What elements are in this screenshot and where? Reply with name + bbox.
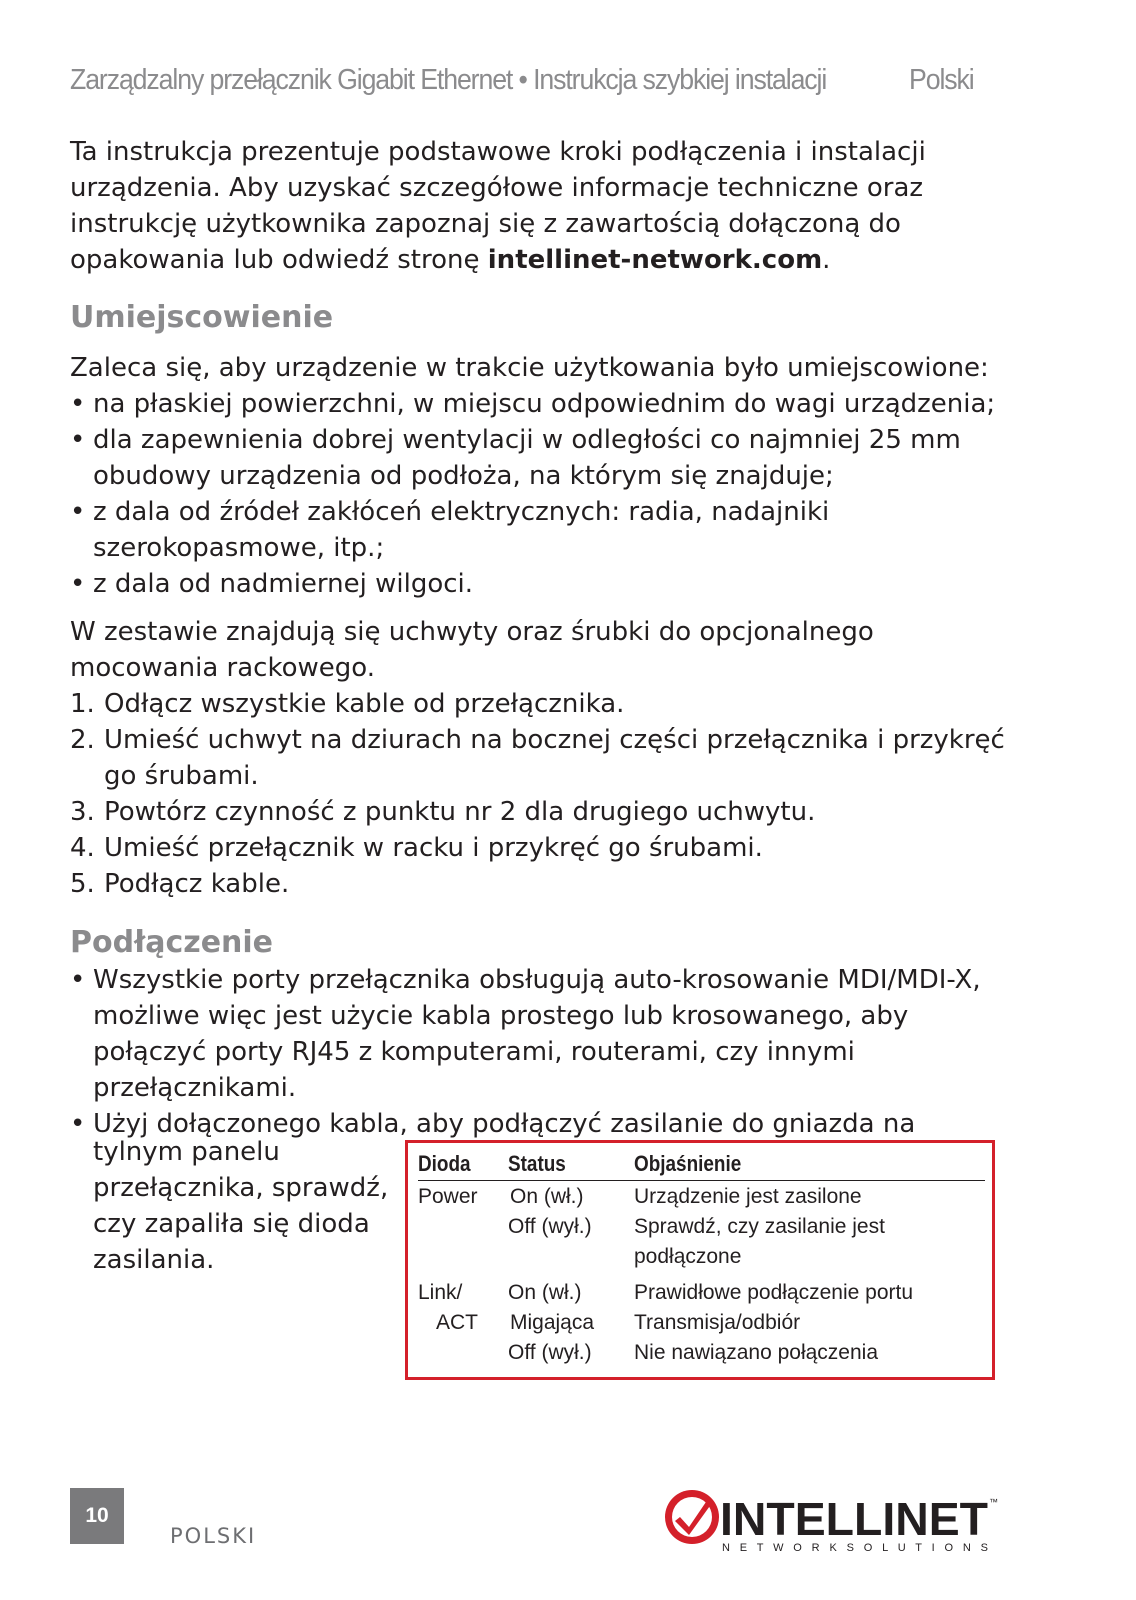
led-act-label: ACT <box>436 1311 478 1334</box>
intro-end: . <box>822 245 831 275</box>
column-header-meaning: Objaśnienie <box>634 1151 742 1176</box>
link-off-status: Off (wył.) <box>508 1341 592 1364</box>
link-on-meaning: Prawidłowe podłączenie portu <box>634 1281 913 1304</box>
power-off-meaning-cont: podłączone <box>634 1245 742 1268</box>
logo-tagline: N E T W O R K S O L U T I O N S <box>722 1542 988 1554</box>
step-item <box>70 722 1020 794</box>
step-number: 4. <box>70 833 95 863</box>
website-link[interactable]: intellinet-network.com <box>487 245 823 275</box>
column-header-led: Dioda <box>418 1151 471 1176</box>
placement-list <box>70 386 1020 602</box>
power-on-meaning: Urządzenie jest zasilone <box>634 1185 862 1208</box>
header-title: Zarządzalny przełącznik Gigabit Ethernet • Instrukcja szybkiej instalacji <box>70 64 827 96</box>
step-text: Powtórz czynność z punktu nr 2 dla drugiego uchwytu. <box>104 797 816 827</box>
intellinet-logo <box>662 1485 1002 1555</box>
link-off-meaning: Nie nawiązano połączenia <box>634 1341 878 1364</box>
checkmark-circle-icon <box>665 1490 719 1544</box>
header-language: Polski <box>909 64 974 96</box>
list-item: • z dala od nadmiernej wilgoci. <box>70 566 1020 602</box>
connection-list <box>70 962 1020 1142</box>
header-rule <box>418 1180 985 1181</box>
step-text: Odłącz wszystkie kable od przełącznika. <box>104 689 625 719</box>
list-item: • Użyj dołączonego kabla, aby podłączyć zasilanie do gniazda na <box>70 1106 1020 1142</box>
link-on-status: On (wł.) <box>508 1281 582 1304</box>
list-item: • z dala od źródeł zakłóceń elektrycznych: radia, nadajniki szerokopasmowe, itp.; <box>70 494 1020 566</box>
placement-heading: Umiejscowienie <box>70 300 334 335</box>
step-item <box>70 794 1020 830</box>
rack-steps <box>70 686 1020 902</box>
power-on-status: On (wł.) <box>510 1185 584 1208</box>
intro-text: Ta instrukcja prezentuje podstawowe kroki podłączenia i instalacji urządzenia. Aby uzyskać szczegółowe informacje techniczne oraz instrukcję użytkownika zapoznaj się z zawartością dołączoną do opakowania lub odwiedź stronę <box>70 137 926 275</box>
list-item: • na płaskiej powierzchni, w miejscu odpowiednim do wagi urządzenia; <box>70 386 1020 422</box>
list-item: • Wszystkie porty przełącznika obsługują auto-krosowanie MDI/MDI-X, możliwe więc jest użycie kabla prostego lub krosowanego, aby połączyć porty RJ45 z komputerami, routerami, czy innymi przełącznikami. <box>70 962 1020 1106</box>
step-text: Podłącz kable. <box>104 869 290 899</box>
placement-lead-text: Zaleca się, aby urządzenie w trakcie użytkowania było umiejscowione: <box>70 353 989 383</box>
rack-lead-text: W zestawie znajdują się uchwyty oraz śrubki do opcjonalnego mocowania rackowego. <box>70 617 874 683</box>
page-number: 10 <box>70 1488 124 1544</box>
intro-paragraph <box>70 134 1020 278</box>
led-link-label: Link/ <box>418 1281 463 1304</box>
step-number: 5. <box>70 869 95 899</box>
step-number: 1. <box>70 689 95 719</box>
led-status-table <box>405 1140 995 1380</box>
step-item <box>70 686 1020 722</box>
column-header-status: Status <box>508 1151 566 1176</box>
step-text: Umieść uchwyt na dziurach na bocznej części przełącznika i przykręć go śrubami. <box>104 725 1005 791</box>
power-note: tylnym panelu przełącznika, sprawdź, czy zapaliła się dioda zasilania. <box>93 1137 389 1275</box>
led-power-label: Power <box>418 1185 478 1208</box>
step-item <box>70 866 1020 902</box>
link-blink-status: Migająca <box>510 1311 595 1334</box>
power-off-meaning: Sprawdź, czy zasilanie jest <box>634 1215 885 1238</box>
connection-heading: Podłączenie <box>70 925 274 960</box>
power-off-status: Off (wył.) <box>508 1215 592 1238</box>
footer-language: POLSKI <box>170 1524 257 1548</box>
step-number: 2. <box>70 725 95 755</box>
logo-brand: INTELLINET <box>720 1493 988 1545</box>
rack-lead <box>70 614 1020 686</box>
list-item: • dla zapewnienia dobrej wentylacji w odległości co najmniej 25 mm obudowy urządzenia od podłoża, na którym się znajduje; <box>70 422 1020 494</box>
step-number: 3. <box>70 797 95 827</box>
running-header <box>70 64 974 104</box>
link-blink-meaning: Transmisja/odbiór <box>634 1311 801 1334</box>
step-text: Umieść przełącznik w racku i przykręć go śrubami. <box>104 833 763 863</box>
placement-lead <box>70 350 1020 386</box>
step-item <box>70 830 1020 866</box>
logo-trademark: ™ <box>989 1497 998 1507</box>
